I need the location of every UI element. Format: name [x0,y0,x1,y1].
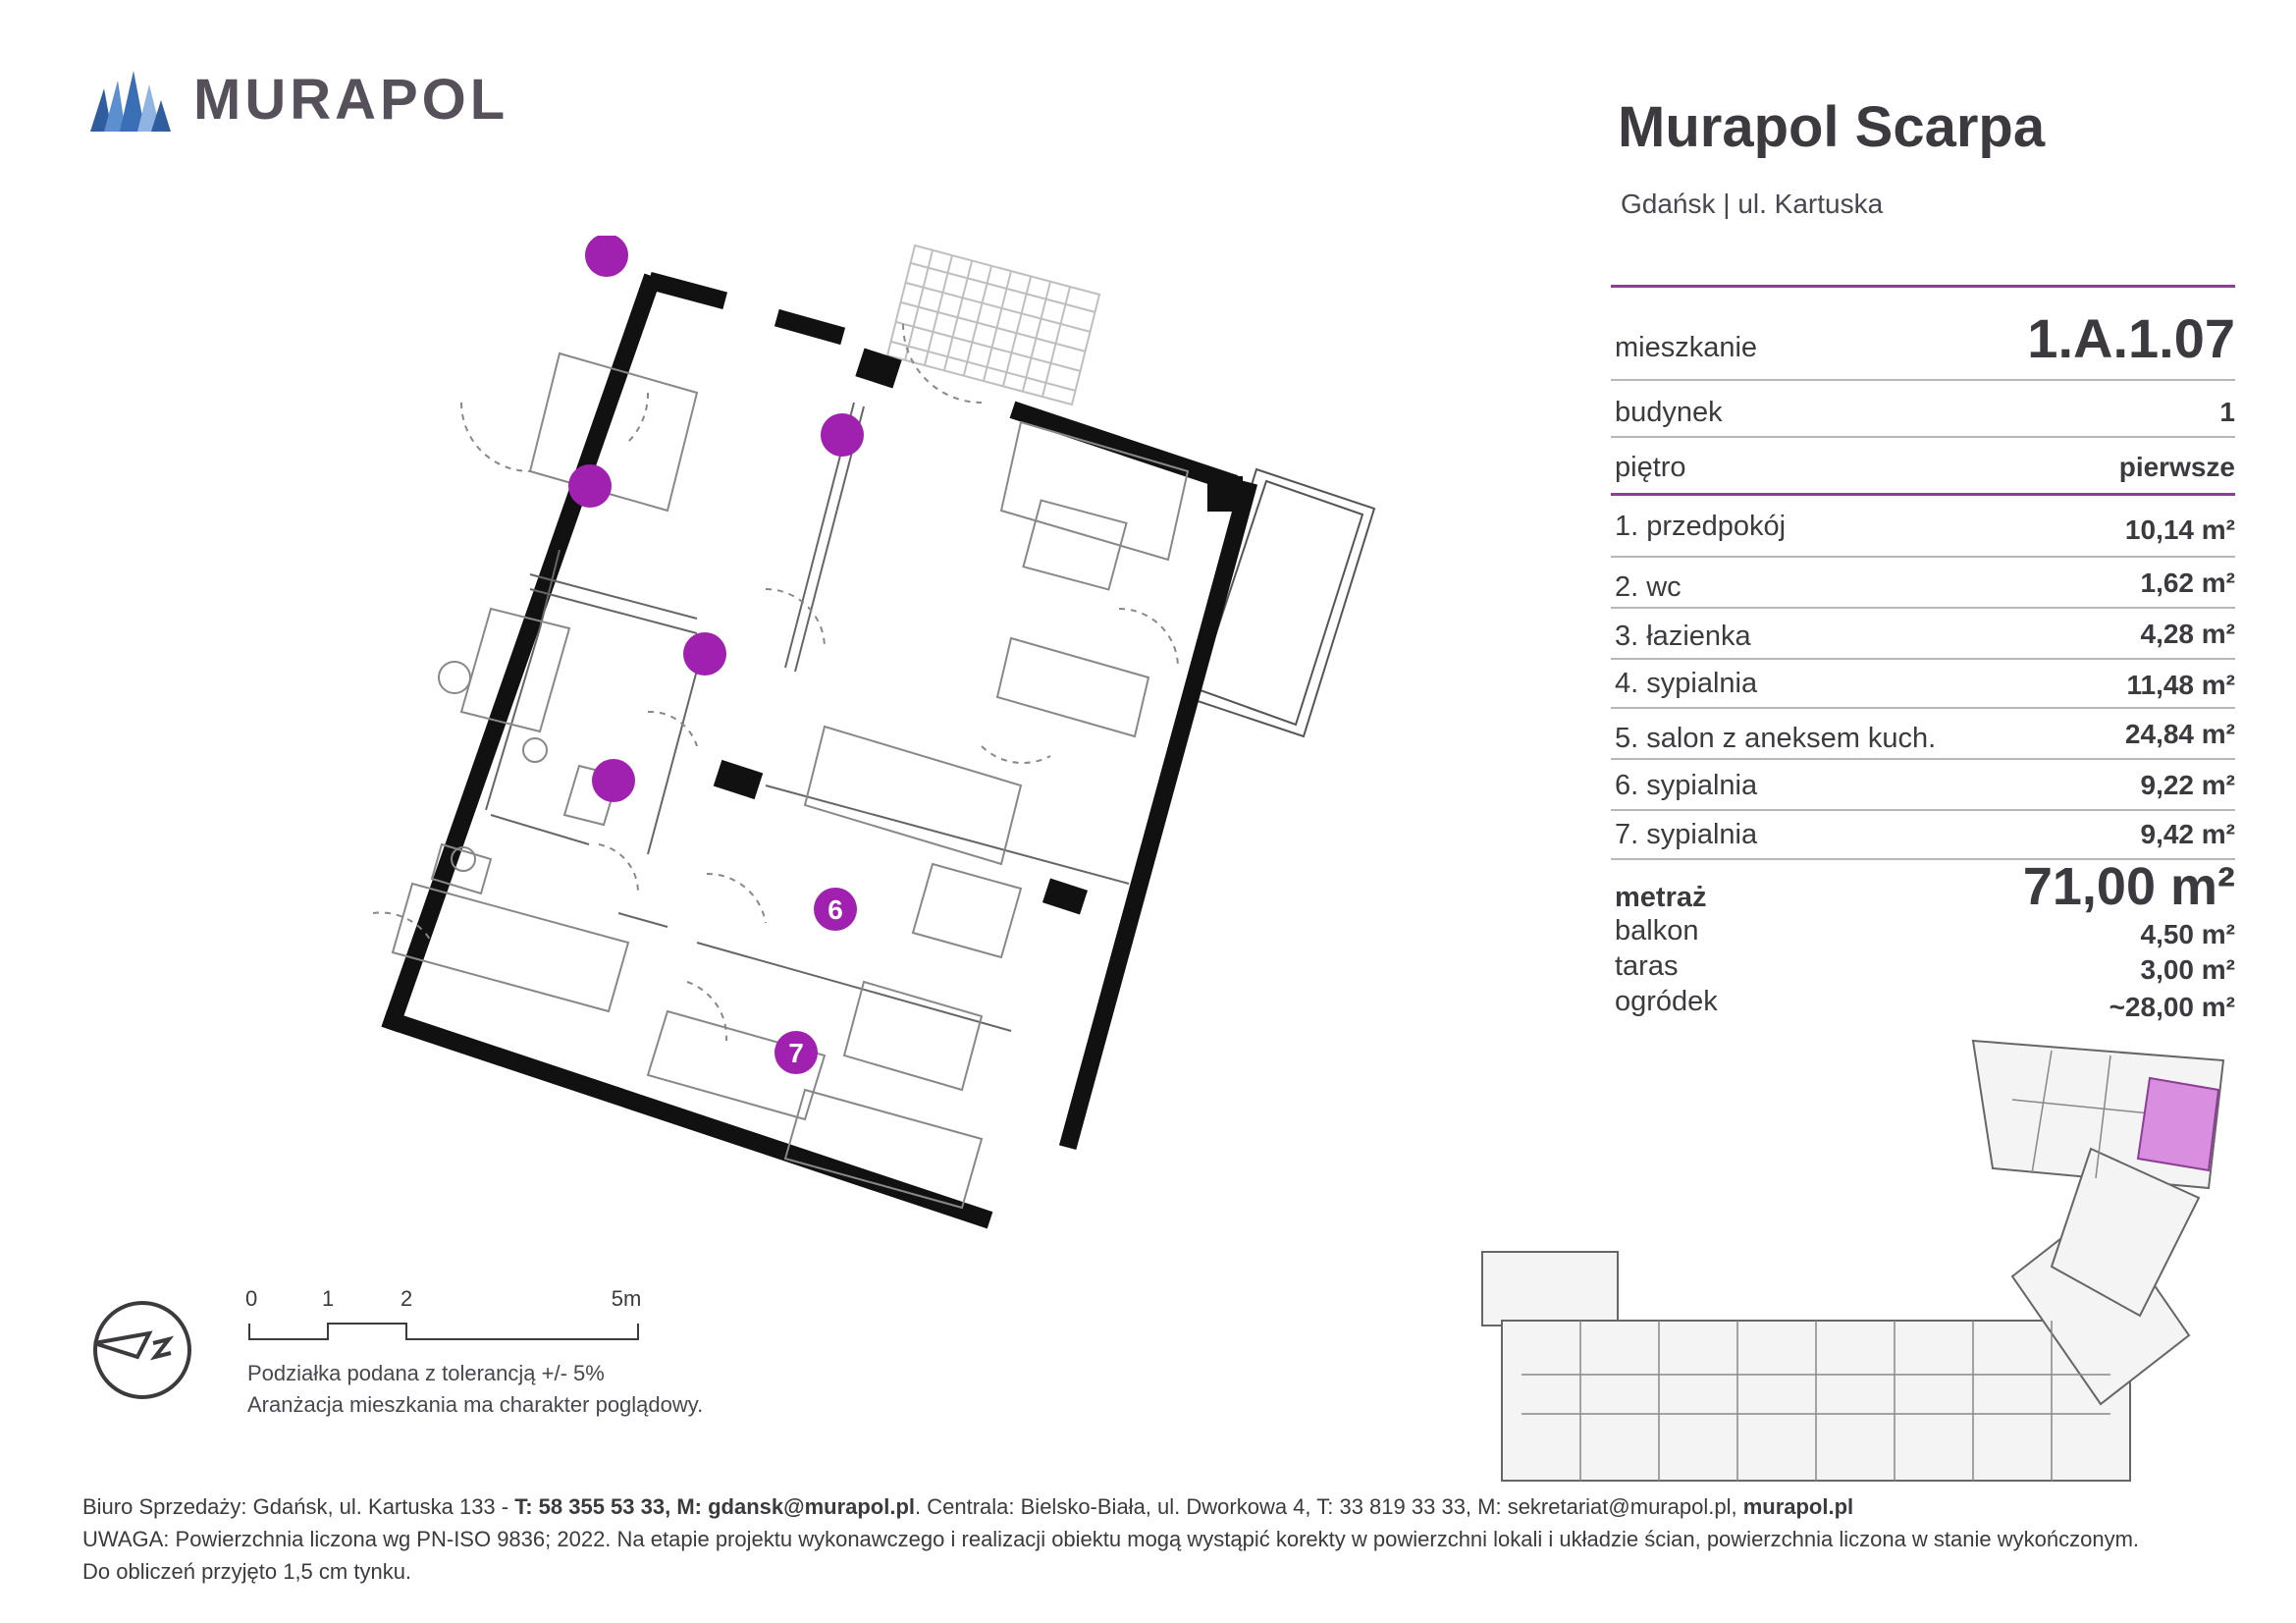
garden-label: ogródek [1615,986,1718,1017]
unit-highlight [2138,1078,2218,1170]
scale-tick-5m: 5m [611,1286,642,1311]
room-name: 3. łazienka [1615,621,1751,652]
divider [1611,436,2235,438]
divider [1611,607,2235,609]
divider-accent [1611,493,2235,496]
tolerance-note: Podziałka podana z tolerancją +/- 5% [247,1361,605,1385]
room-area: 9,22 m² [2140,770,2235,800]
room-name: 5. salon z aneksem kuch. [1615,723,1937,754]
room-label-5: 5 [913,656,929,686]
room-name: 2. wc [1615,571,1682,603]
footer-plaster-note: Do obliczeń przyjęto 1,5 cm tynku. [82,1559,412,1584]
table-top-rule [1611,285,2235,288]
room-label-4: 4 [697,437,713,467]
project-location: Gdańsk | ul. Kartuska [1621,189,1884,219]
floor-plan [373,236,1394,1257]
footer-hq: . Centrala: Bielsko-Biała, ul. Dworkowa 4, T: 33 819 33 33, M: sekretariat@murapol.pl, [915,1494,1743,1519]
room-label-6: 6 [828,894,843,925]
balcony-label: balkon [1615,915,1699,947]
room-area: 9,42 m² [2140,819,2235,849]
compass-icon [88,1296,196,1404]
terrace-grid [887,245,1099,405]
garden-value: ~28,00 m² [2109,992,2235,1022]
footer-disclaimer: UWAGA: Powierzchnia liczona wg PN-ISO 9836; 2022. Na etapie projektu wykonawczego i realizacji obiektu mogą wystąpić korekty w powierzchni lokali i układzie ścian, powierzchnia liczona w stanie wykończonym. [82,1527,2140,1551]
room-label-7: 7 [788,1038,804,1068]
balcony-value: 4,50 m² [2140,919,2235,949]
divider [1611,556,2235,558]
scale-tick-1: 1 [322,1286,335,1311]
room-label-2: 2 [568,843,584,874]
arrangement-note: Aranżacja mieszkania ma charakter poglądowy. [247,1392,704,1417]
floor-label: piętro [1615,452,1686,483]
footer-contact [82,1494,1853,1520]
scale-tick-0: 0 [245,1286,258,1311]
brand-name: MURAPOL [193,68,509,132]
room-area: 10,14 m² [2124,514,2235,545]
divider [1611,809,2235,811]
footer-website-link[interactable]: murapol.pl [1742,1494,1854,1519]
scale-bar [236,1286,648,1345]
divider [1611,758,2235,760]
footer-office: Biuro Sprzedaży: Gdańsk, ul. Kartuska 133 - [82,1494,515,1519]
key-plan [1423,1001,2248,1492]
room-name: 1. przedpokój [1615,511,1787,542]
total-area-value: 71,00 m² [2022,857,2235,916]
room-area: 11,48 m² [2126,670,2235,700]
unit-code: 1.A.1.07 [2027,307,2235,369]
terrace-label: taras [1615,950,1679,982]
room-name: 7. sypialnia [1615,819,1758,850]
divider [1611,379,2235,381]
divider [1611,707,2235,709]
room-area: 1,62 m² [2140,568,2235,598]
furniture [393,353,1188,1208]
scale-tick-2: 2 [400,1286,413,1311]
keyplan-block [1482,1252,1618,1325]
unit-label: mieszkanie [1615,332,1758,363]
building-label: budynek [1615,397,1723,428]
room-name: 4. sypialnia [1615,668,1758,699]
project-title: Murapol Scarpa [1618,95,2046,159]
room-area: 4,28 m² [2140,619,2235,649]
room-label-1: 1 [611,871,626,901]
footer-phone-mail[interactable]: T: 58 355 53 33, M: gdansk@murapol.pl [514,1494,916,1519]
terrace-value: 3,00 m² [2140,954,2235,985]
divider [1611,658,2235,660]
room-area: 24,84 m² [2124,719,2235,749]
floor-value: pierwsze [2118,452,2235,482]
building-value: 1 [2219,397,2235,427]
room-label-3: 3 [596,731,612,762]
room-name: 6. sypialnia [1615,770,1758,801]
murapol-logo-icon [90,71,171,132]
total-area-label: metraż [1615,882,1707,913]
